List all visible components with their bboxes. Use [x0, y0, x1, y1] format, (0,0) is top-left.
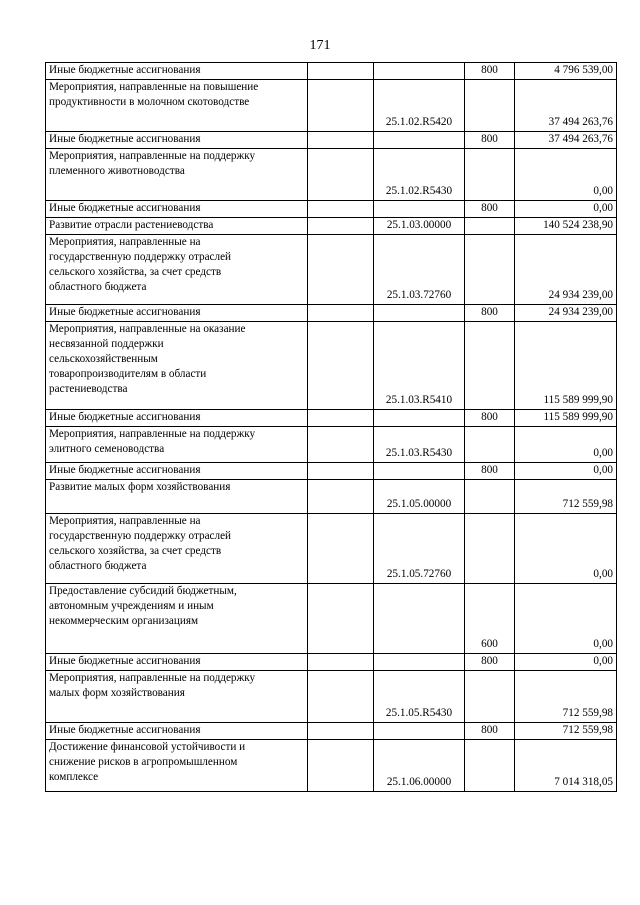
- row-amount-cell: 0,00: [515, 427, 617, 463]
- row-code-cell: 25.1.05.72760: [374, 514, 465, 584]
- table-row: [46, 463, 617, 480]
- table-row: [46, 671, 617, 723]
- table-row: [46, 514, 617, 584]
- row-type-cell: 800: [465, 305, 515, 322]
- row-code-cell: 25.1.05.00000: [374, 480, 465, 514]
- row-amount-cell: 7 014 318,05: [515, 740, 617, 792]
- row-empty-cell: [308, 463, 374, 480]
- row-name-cell: Иные бюджетные ассигнования: [46, 201, 308, 218]
- row-code-cell: [374, 723, 465, 740]
- row-empty-cell: [308, 201, 374, 218]
- row-name-cell: Иные бюджетные ассигнования: [46, 654, 308, 671]
- row-name-cell: Иные бюджетные ассигнования: [46, 305, 308, 322]
- row-code-cell: 25.1.05.R5430: [374, 671, 465, 723]
- page-number: 171: [309, 38, 331, 53]
- row-empty-cell: [308, 235, 374, 305]
- row-name-cell: Предоставление субсидий бюджетным, автономным учреждениям и иным некоммерческим организациям: [46, 584, 308, 654]
- row-amount-cell: 712 559,98: [515, 480, 617, 514]
- row-empty-cell: [308, 305, 374, 322]
- table-row: [46, 584, 617, 654]
- row-amount-cell: 712 559,98: [515, 671, 617, 723]
- row-amount-cell: 140 524 238,90: [515, 218, 617, 235]
- row-amount-cell: 0,00: [515, 201, 617, 218]
- row-type-cell: 800: [465, 201, 515, 218]
- row-type-cell: [465, 149, 515, 201]
- row-name-cell: Мероприятия, направленные на поддержку элитного семеноводства: [46, 427, 308, 463]
- row-type-cell: 800: [465, 63, 515, 80]
- table-row: [46, 480, 617, 514]
- table-row: [46, 218, 617, 235]
- row-name-cell: Мероприятия, направленные на государственную поддержку отраслей сельского хозяйства, за счет средств областного бюджета: [46, 514, 308, 584]
- row-code-cell: 25.1.03.R5430: [374, 427, 465, 463]
- row-amount-cell: 115 589 999,90: [515, 322, 617, 410]
- row-code-cell: 25.1.03.72760: [374, 235, 465, 305]
- row-type-cell: 800: [465, 463, 515, 480]
- row-type-cell: [465, 427, 515, 463]
- table-row: [46, 740, 617, 792]
- row-empty-cell: [308, 427, 374, 463]
- row-code-cell: [374, 63, 465, 80]
- row-code-cell: 25.1.02.R5430: [374, 149, 465, 201]
- table-row: [46, 80, 617, 132]
- row-type-cell: 800: [465, 654, 515, 671]
- row-name-cell: Иные бюджетные ассигнования: [46, 63, 308, 80]
- row-empty-cell: [308, 218, 374, 235]
- row-empty-cell: [308, 723, 374, 740]
- row-name-cell: Иные бюджетные ассигнования: [46, 410, 308, 427]
- row-type-cell: 800: [465, 723, 515, 740]
- row-code-cell: 25.1.03.R5410: [374, 322, 465, 410]
- row-code-cell: [374, 463, 465, 480]
- row-empty-cell: [308, 149, 374, 201]
- row-amount-cell: 24 934 239,00: [515, 305, 617, 322]
- table-row: [46, 427, 617, 463]
- row-type-cell: 800: [465, 132, 515, 149]
- table-row: [46, 410, 617, 427]
- row-type-cell: [465, 480, 515, 514]
- row-code-cell: [374, 410, 465, 427]
- row-type-cell: [465, 80, 515, 132]
- table-row: [46, 654, 617, 671]
- row-code-cell: [374, 201, 465, 218]
- row-name-cell: Мероприятия, направленные на государственную поддержку отраслей сельского хозяйства, за счет средств областного бюджета: [46, 235, 308, 305]
- row-code-cell: 25.1.06.00000: [374, 740, 465, 792]
- row-code-cell: [374, 132, 465, 149]
- budget-table-body: [46, 63, 617, 792]
- row-empty-cell: [308, 132, 374, 149]
- table-row: [46, 305, 617, 322]
- row-type-cell: 800: [465, 410, 515, 427]
- row-empty-cell: [308, 584, 374, 654]
- row-type-cell: [465, 514, 515, 584]
- row-name-cell: Мероприятия, направленные на поддержку племенного животноводства: [46, 149, 308, 201]
- row-amount-cell: 37 494 263,76: [515, 132, 617, 149]
- row-empty-cell: [308, 410, 374, 427]
- row-amount-cell: 24 934 239,00: [515, 235, 617, 305]
- row-name-cell: Развитие отрасли растениеводства: [46, 218, 308, 235]
- row-name-cell: Иные бюджетные ассигнования: [46, 463, 308, 480]
- row-empty-cell: [308, 480, 374, 514]
- row-empty-cell: [308, 740, 374, 792]
- row-code-cell: [374, 654, 465, 671]
- row-amount-cell: 0,00: [515, 463, 617, 480]
- table-row: [46, 723, 617, 740]
- table-row: [46, 201, 617, 218]
- row-amount-cell: 0,00: [515, 514, 617, 584]
- row-code-cell: [374, 584, 465, 654]
- row-type-cell: [465, 671, 515, 723]
- row-code-cell: 25.1.03.00000: [374, 218, 465, 235]
- row-amount-cell: 4 796 539,00: [515, 63, 617, 80]
- row-name-cell: Иные бюджетные ассигнования: [46, 132, 308, 149]
- row-type-cell: [465, 218, 515, 235]
- row-amount-cell: 115 589 999,90: [515, 410, 617, 427]
- table-row: [46, 235, 617, 305]
- row-empty-cell: [308, 671, 374, 723]
- table-row: [46, 132, 617, 149]
- row-amount-cell: 37 494 263,76: [515, 80, 617, 132]
- row-name-cell: Иные бюджетные ассигнования: [46, 723, 308, 740]
- row-empty-cell: [308, 654, 374, 671]
- row-amount-cell: 0,00: [515, 149, 617, 201]
- row-amount-cell: 0,00: [515, 584, 617, 654]
- row-empty-cell: [308, 63, 374, 80]
- row-name-cell: Мероприятия, направленные на оказание несвязанной поддержки сельскохозяйственным товаропроизводителям в области растениеводства: [46, 322, 308, 410]
- row-name-cell: Мероприятия, направленные на поддержку малых форм хозяйствования: [46, 671, 308, 723]
- table-row: [46, 322, 617, 410]
- row-amount-cell: 0,00: [515, 654, 617, 671]
- row-code-cell: [374, 305, 465, 322]
- budget-table: [45, 62, 617, 792]
- row-name-cell: Достижение финансовой устойчивости и снижение рисков в агропромышленном комплексе: [46, 740, 308, 792]
- row-empty-cell: [308, 322, 374, 410]
- row-empty-cell: [308, 80, 374, 132]
- table-row: [46, 149, 617, 201]
- row-type-cell: [465, 740, 515, 792]
- row-name-cell: Развитие малых форм хозяйствования: [46, 480, 308, 514]
- row-type-cell: [465, 235, 515, 305]
- table-row: [46, 63, 617, 80]
- row-empty-cell: [308, 514, 374, 584]
- row-code-cell: 25.1.02.R5420: [374, 80, 465, 132]
- row-type-cell: [465, 322, 515, 410]
- row-name-cell: Мероприятия, направленные на повышение продуктивности в молочном скотоводстве: [46, 80, 308, 132]
- row-amount-cell: 712 559,98: [515, 723, 617, 740]
- row-type-cell: 600: [465, 584, 515, 654]
